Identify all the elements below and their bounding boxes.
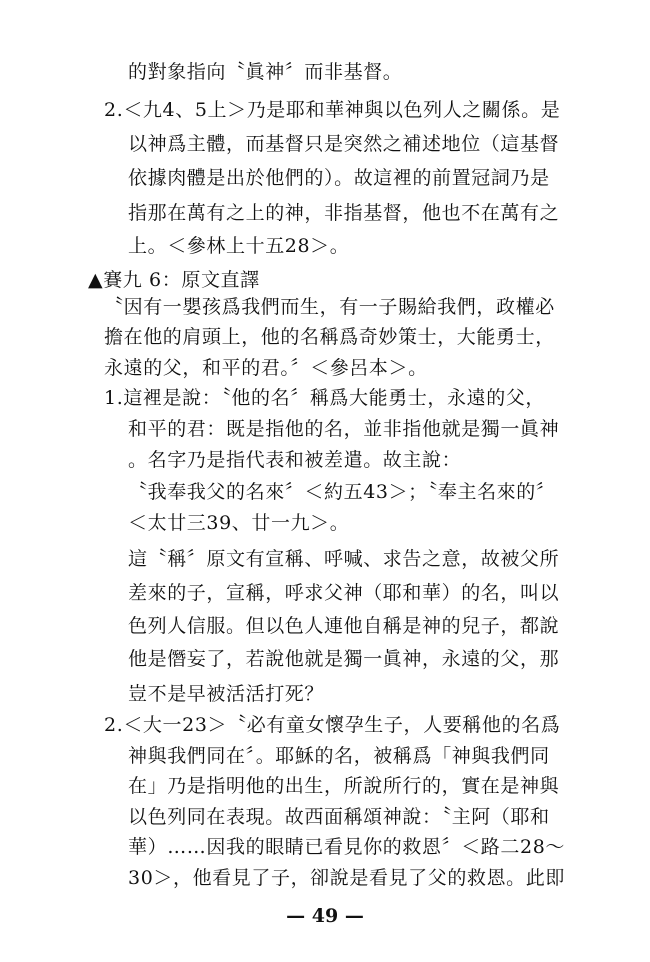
text-line: 〝我奉我父的名來〞＜約五43＞；〝奉主名來的〞 [128, 481, 556, 503]
text-line: 的對象指向〝眞神〞而非基督。 [128, 61, 403, 83]
text-line: 永遠的父，和平的君。〞＜參呂本＞。 [104, 357, 428, 379]
text-line: 。名字乃是指代表和被差遣。故主說： [128, 449, 462, 471]
text-line: 30＞，他看見了子，卻說是看見了父的救恩。此即 [128, 867, 565, 889]
text-line: 和平的君：既是指他的名，並非指他就是獨一眞神 [128, 418, 560, 440]
text-line: ＜太廿三39、廿一九＞。 [128, 512, 350, 534]
text-line: 神與我們同在〞。耶穌的名，被稱爲「神與我們同 [128, 745, 550, 767]
text-line: 2.＜大一23＞〝必有童女懷孕生子，人要稱他的名爲 [104, 714, 561, 736]
text-line: 指那在萬有之上的神，非指基督，他也不在萬有之 [128, 202, 560, 224]
text-line: 這〝稱〞原文有宣稱、呼喊、求告之意，故被父所 [128, 548, 560, 570]
page-number: — 49 — [286, 905, 364, 927]
text-line: 以色列同在表現。故西面稱頌神說：〝主阿（耶和 [128, 806, 550, 828]
text-line: 豈不是早被活活打死？ [128, 683, 325, 705]
text-line: 1.這裡是說：〝他的名〞稱爲大能勇士，永遠的父， [104, 387, 546, 409]
text-line: 上。＜參林上十五28＞。 [128, 235, 350, 257]
text-line: 〝因有一嬰孩爲我們而生，有一子賜給我們，政權必 [104, 296, 555, 318]
text-line: 2.＜九4、5上＞乃是耶和華神與以色列人之關係。是 [104, 99, 561, 121]
text-line: 以神爲主體，而基督只是突然之補述地位（這基督 [128, 133, 560, 155]
text-line: 差來的子，宣稱，呼求父神（耶和華）的名，叫以 [128, 582, 560, 604]
text-line: 色列人信服。但以色人連他自稱是神的兒子，都說 [128, 615, 560, 637]
text-line: 華）……因我的眼睛已看見你的救恩〞＜路二28～ [128, 836, 565, 858]
section-heading: ▲賽九 6：原文直譯 [88, 269, 260, 291]
text-line: 他是僭妄了，若說他就是獨一眞神，永遠的父，那 [128, 648, 560, 670]
text-line: 擔在他的肩頭上，他的名稱爲奇妙策士，大能勇士， [104, 326, 555, 348]
text-line: 依據肉體是出於他們的）。故這裡的前置冠詞乃是 [128, 167, 550, 189]
text-line: 在」乃是指明他的出生，所說所行的，實在是神與 [128, 775, 560, 797]
